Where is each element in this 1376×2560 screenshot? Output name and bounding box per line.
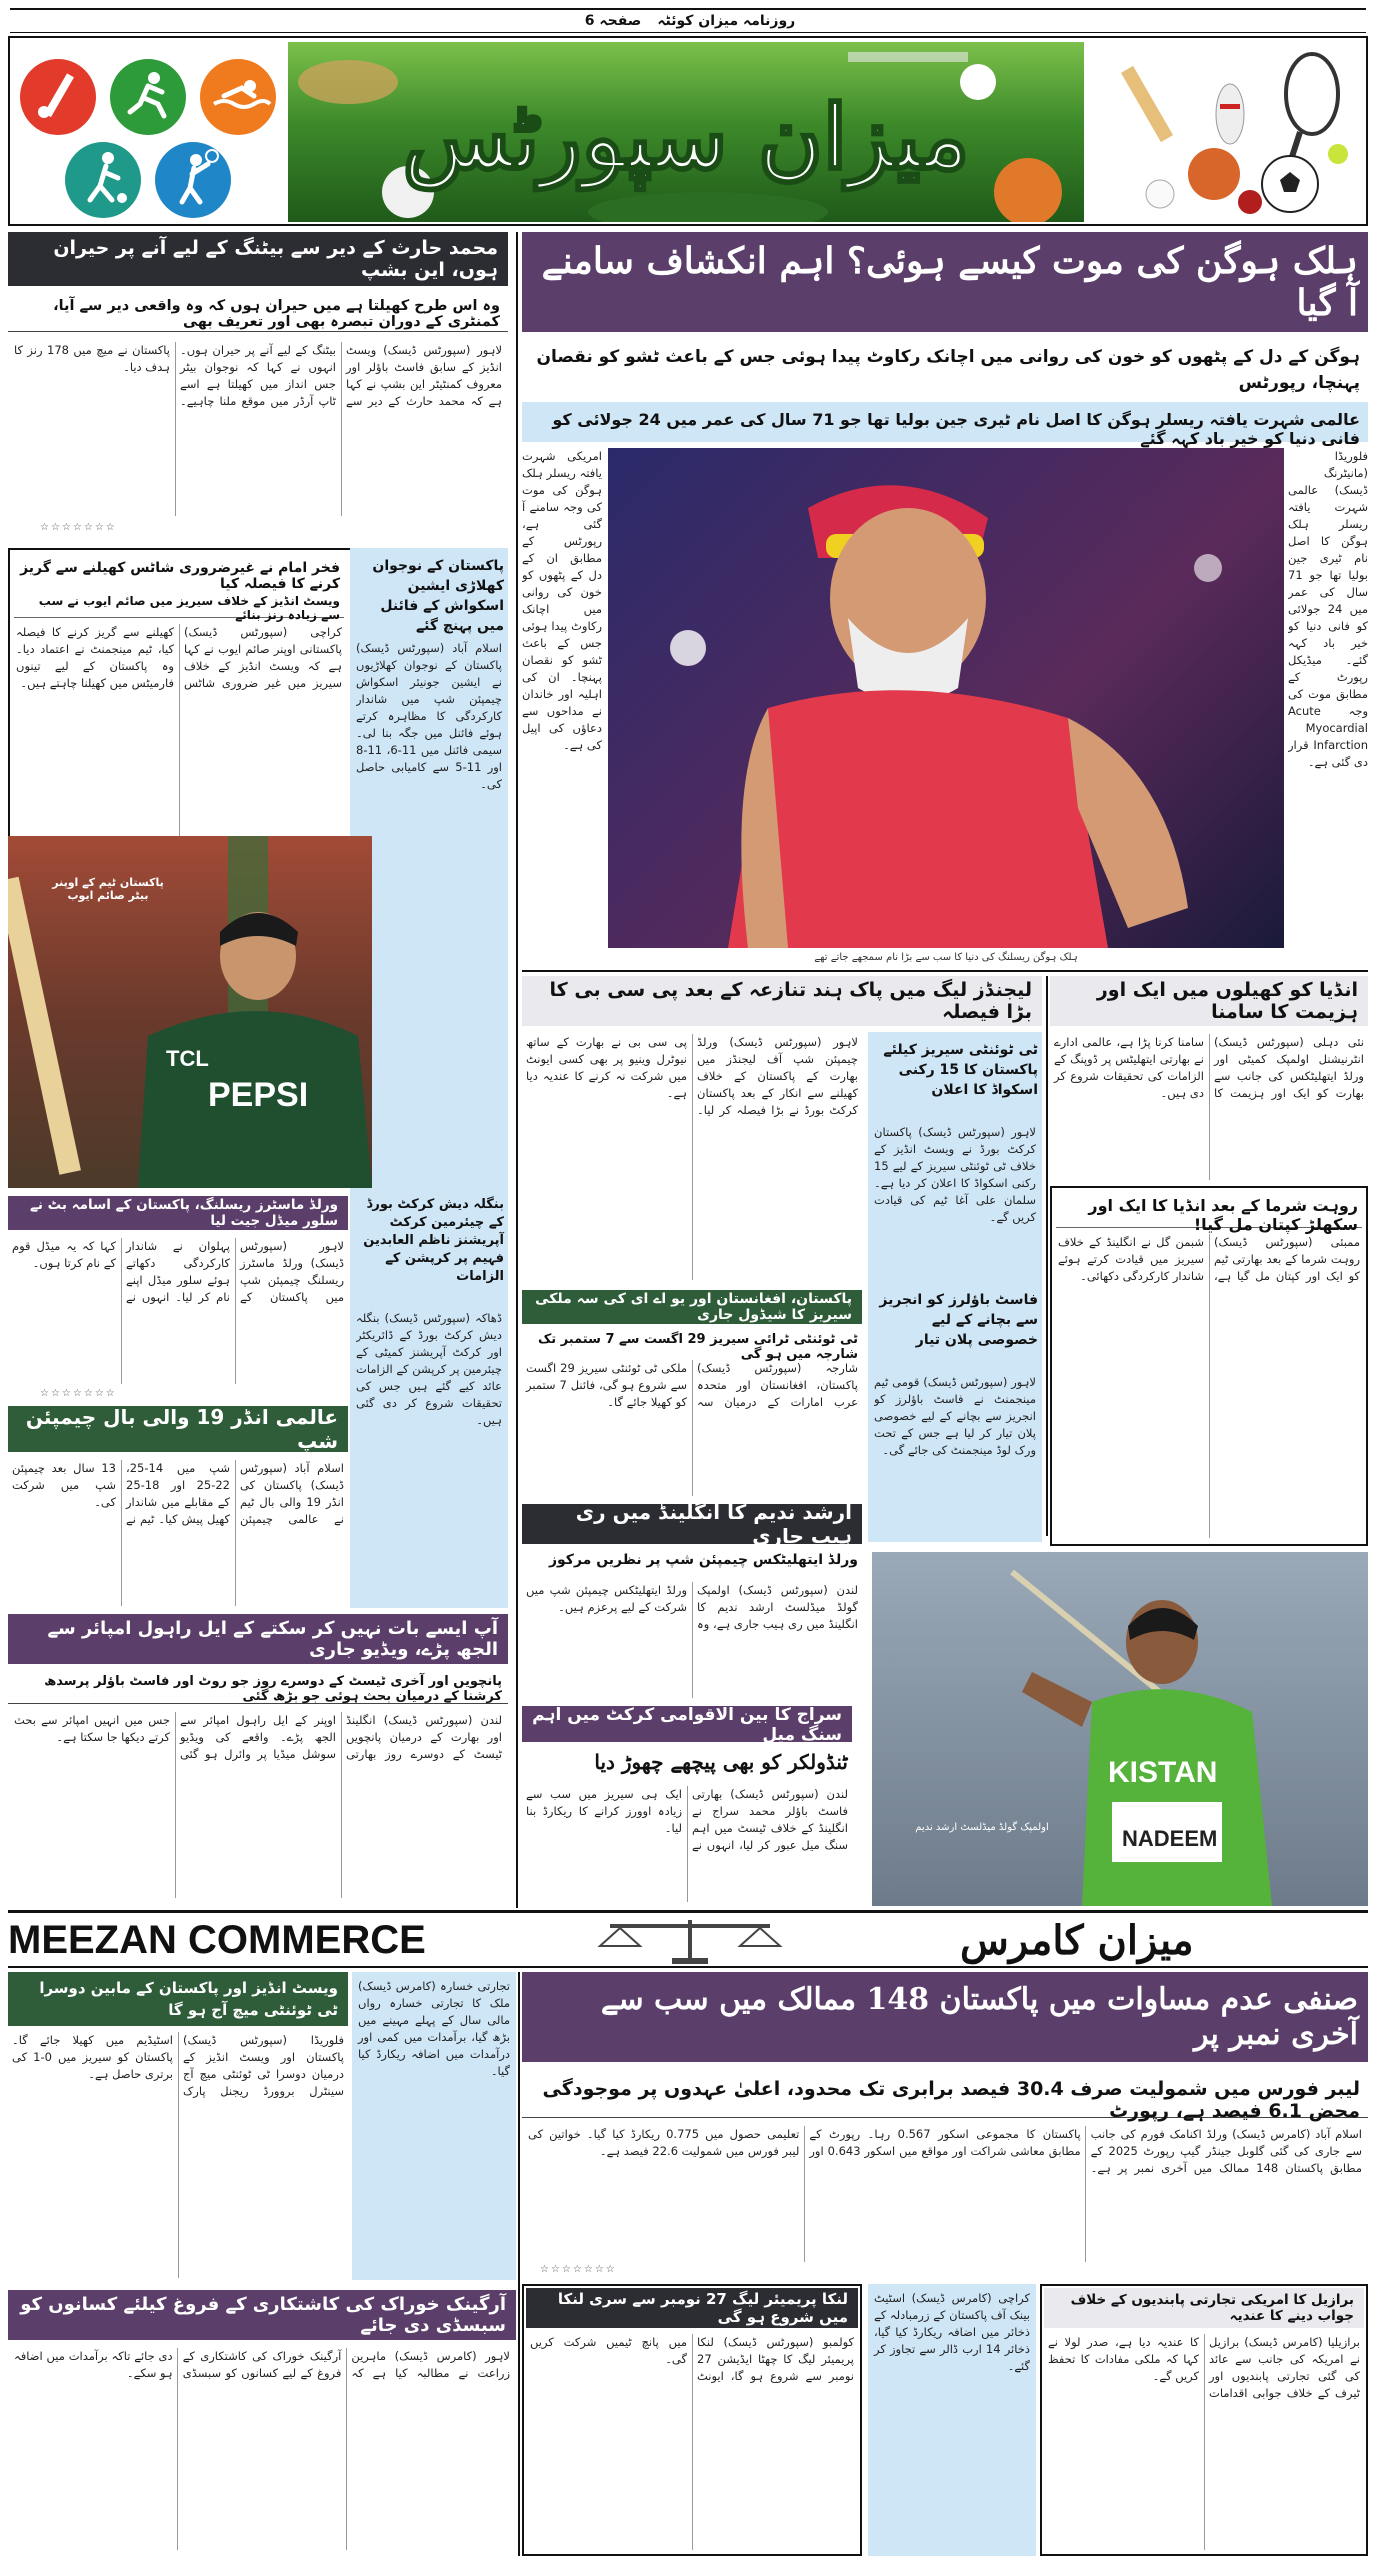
basketball-icon <box>155 142 231 218</box>
arshad-body: لندن (سپورٹس ڈیسک) اولمپک گولڈ میڈلسٹ ارشد ندیم کا انگلینڈ میں ری ہیب جاری ہے، وہ ورلڈ ایتھلیٹکس چیمپئن شپ میں شرکت کے لیے پرعزم ہیں۔ <box>526 1583 858 1631</box>
triseries-body: شارجہ (سپورٹس ڈیسک) پاکستان، افغانستان اور متحدہ عرب امارات کے درمیان سہ ملکی ٹی ٹوئنٹی سیریز 29 اگست سے شروع ہو گی، فائنل 7 ستمبر کو کھیلا جائے گا۔ <box>526 1361 858 1409</box>
swimming-icon <box>200 59 276 135</box>
wrestling-body: لاہور (سپورٹس ڈیسک) ورلڈ ماسٹرز ریسلنگ چیمپئن شپ میں پاکستان کے پہلوان نے شاندار کارکردگی دکھاتے ہوئے سلور میڈل اپنے نام کر لیا۔ انہوں نے کہا کہ یہ میڈل قوم کے نام کرتا ہوں۔ <box>12 1239 344 1304</box>
harris-subheadline: وہ اس طرح کھیلتا ہے میں حیران ہوں کہ وہ واقعی دیر سے آیا، کمنٹری کے دوران تبصرہ بھی اور تعریف بھی <box>8 292 508 332</box>
masthead-banner <box>288 42 1084 222</box>
cricket-bat-icon <box>1121 66 1173 142</box>
page-number: صفحہ 6 <box>584 13 642 29</box>
india-body: نئی دہلی (سپورٹس ڈیسک) انٹرنیشنل اولمپک کمیٹی اور ورلڈ ایتھلیٹکس کی جانب سے بھارت کو ایک اور ہزیمت کا سامنا کرنا پڑا ہے، عالمی ادارے نے بھارتی ایتھلیٹس پر ڈوپنگ کے الزامات کی تحقیقات شروع کر دی ہیں۔ <box>1054 1035 1364 1100</box>
brazil-body: برازیلیا (کامرس ڈیسک) برازیل نے امریکہ کی جانب سے عائد کی گئی تجارتی پابندیوں اور ٹیرف کے خلاف جوابی اقدامات کا عندیہ دیا ہے، صدر لولا نے کہا کہ ملکی مفادات کا تحفظ کریں گے۔ <box>1048 2335 1360 2400</box>
t20-squad-headline: ٹی ٹوئنٹی سیریز کیلئے پاکستان کا 15 رکنی اسکواڈ کا اعلان <box>883 1042 1038 1098</box>
siraj-subheadline: ٹنڈولکر کو بھی پیچھے چھوڑ دیا <box>594 1750 848 1774</box>
cricket-ball-icon <box>1238 190 1262 214</box>
organic-headline: آرگینک خوراک کی کاشتکاری کے فروغ کیلئے کسانوں کو سبسڈی دی جائے <box>8 2290 516 2340</box>
commerce-mid-column: تجارتی خسارہ (کامرس ڈیسک) ملک کا تجارتی خسارہ رواں مالی سال کے پہلے مہینے میں بڑھ گیا، برآمدات میں کمی اور درآمدات میں اضافہ ریکارڈ کیا گیا۔ <box>352 1972 516 2280</box>
gender-stars: ☆☆☆☆☆☆☆ <box>540 2264 617 2275</box>
triseries-headline: پاکستان، افغانستان اور یو اے ای کی سہ ملکی سیریز کا شیڈول جاری <box>522 1290 862 1324</box>
hulk-hogan-photo <box>608 448 1284 948</box>
u19-body: اسلام آباد (سپورٹس ڈیسک) پاکستان کی انڈر 19 والی بال ٹیم نے عالمی چیمپئن شپ میں 14-25، 22-25 اور 18-25 کے مقابلے میں شاندار کھیل پیش کیا۔ ٹیم نے 13 سال بعد چیمپئن شپ میں شرکت کی۔ <box>12 1461 344 1526</box>
svg-text:NADEEM: NADEEM <box>1122 1826 1218 1851</box>
commerce-title-en: MEEZAN COMMERCE <box>8 1917 426 1962</box>
umpire-headline: آپ ایسے بات نہیں کر سکتے کے ایل راہول امپائر سے الجھ پڑے، ویڈیو جاری <box>8 1614 508 1664</box>
harris-stars: ☆☆☆☆☆☆☆ <box>40 522 117 533</box>
t20-squad-body: لاہور (سپورٹس ڈیسک) پاکستان کرکٹ بورڈ نے ویسٹ انڈیز کے خلاف ٹی ٹوئنٹی سیریز کے لیے 15 رکنی اسکواڈ کا اعلان کر دیا ہے۔ سلمان علی آغا ٹیم کی قیادت کریں گے۔ <box>874 1125 1036 1224</box>
sport-icons-group <box>18 52 280 222</box>
wi-pak-body: فلوریڈا (سپورٹس ڈیسک) پاکستان اور ویسٹ انڈیز کے درمیان دوسرا ٹی ٹوئنٹی میچ آج سینٹرل بروورڈ ریجنل پارک اسٹیڈیم میں کھیلا جائے گا۔ پاکستان کو سیریز میں 0-1 کی برتری حاصل ہے۔ <box>12 2033 344 2098</box>
saim-photo-caption: پاکستان ٹیم کے اوپنر بیٹر صائم ایوب <box>52 876 164 902</box>
squash-headline: پاکستان کے نوجوان کھلاڑی ایشین اسکواش کے فائنل میں پہنچ گئے <box>372 558 504 634</box>
bowling-pin-icon <box>1216 84 1244 144</box>
fast-bowlers-headline: فاسٹ باؤلرز کو انجریز سے بچانے کے لیے خصوصی پلان تیار <box>879 1292 1038 1348</box>
lanka-body: کولمبو (سپورٹس ڈیسک) لنکا پریمیئر لیگ کا چھٹا ایڈیشن 27 نومبر سے شروع ہو گا، ایونٹ میں پانچ ٹیمیں شرکت کریں گی۔ <box>530 2335 854 2383</box>
wi-pak-headline: ویسٹ انڈیز اور پاکستان کے مابین دوسرا ٹی ٹوئنٹی میچ آج ہو گا <box>8 1972 348 2026</box>
arshad-photo-caption: اولمپک گولڈ میڈلسٹ ارشد ندیم <box>915 1822 1049 1833</box>
saim-ayub-photo <box>8 836 372 1188</box>
cricket-icon <box>20 59 96 135</box>
page-header <box>520 10 860 32</box>
shuttlecock-icon <box>1146 180 1174 208</box>
legends-headline: لیجنڈز لیگ میں پاک ہند تنازعہ کے بعد پی سی بی کا بڑا فیصلہ <box>522 976 1042 1026</box>
svg-text:TCL: TCL <box>166 1046 209 1071</box>
rohit-headline: روہت شرما کے بعد انڈیا کا ایک اور سکھلڑ کپتان مل گیا! <box>1056 1192 1362 1228</box>
bangladesh-headline: بنگلہ دیش کرکٹ بورڈ کے چیئرمین کرکٹ آپریشنز ناظم العابدین فہیم پر کرپشن کے الزامات <box>363 1197 504 1284</box>
svg-text:KISTAN: KISTAN <box>1108 1756 1218 1789</box>
wrestling-stars: ☆☆☆☆☆☆☆ <box>40 1388 117 1399</box>
saim-subheadline: ویسٹ انڈیز کے خلاف سیریز میں صائم ایوب نے سب سے زیادہ رنز بنائے <box>14 592 344 618</box>
brazil-headline: برازیل کا امریکی تجارتی پابندیوں کے خلاف جواب دینے کا عندیہ <box>1044 2288 1364 2328</box>
harris-headline: محمد حارث کے دیر سے بیٹنگ کے لیے آنے پر حیران ہوں، این بشپ <box>8 232 508 286</box>
paper-name: روزنامہ میزان کوئٹہ <box>657 13 796 29</box>
masthead-title: میزان سپورٹس <box>402 85 970 189</box>
hogan-sub1: ہوگن کے دل کے پٹھوں کو خون کی روانی میں اچانک رکاوٹ پیدا ہوئی جس کے باعث ٹشو کو نقصان پہنچا، رپورٹس <box>536 347 1360 393</box>
running-icon <box>110 59 186 135</box>
hogan-caption: ہلک ہوگن ریسلنگ کی دنیا کا سب سے بڑا نام سمجھے جاتے تھے <box>814 952 1078 963</box>
organic-body: لاہور (کامرس ڈیسک) ماہرین زراعت نے مطالبہ کیا ہے کہ آرگینک خوراک کی کاشتکاری کے فروغ کے لیے کسانوں کو سبسڈی دی جائے تاکہ برآمدات میں اضافہ ہو سکے۔ <box>14 2349 510 2380</box>
india-headline: انڈیا کو کھیلوں میں ایک اور ہزیمت کا سامنا <box>1050 976 1368 1026</box>
u19-headline: عالمی انڈر 19 والی بال چیمپئن شپ <box>8 1406 348 1452</box>
hogan-body-left: امریکی شہرت یافتہ ریسلر ہلک ہوگن کی موت کی وجہ سامنے آ گئی ہے، رپورٹس کے مطابق ان کے دل کے پٹھوں کو خون کی روانی میں اچانک رکاوٹ پیدا ہوئی جس کے باعث ٹشو کو نقصان پہنچا۔ ان کی اہلیہ اور خاندان نے مداحوں سے دعاؤں کی اپیل کی ہے۔ <box>522 449 602 752</box>
hogan-body-right: فلوریڈا (مانیٹرنگ ڈیسک) عالمی شہرت یافتہ ریسلر ہلک ہوگن کا اصل نام ٹیری جین بولیا تھا جو 71 سال کی عمر میں 24 جولائی کو فانی دنیا کو خیر باد کہہ گئے۔ میڈیکل رپورٹ کے مطابق موت کی وجہ Acute Myocardial Infarction قرار دی گئی ہے۔ <box>1288 449 1368 769</box>
lanka-headline: لنکا پریمیئر لیگ 27 نومبر سے سری لنکا میں شروع ہو گی <box>526 2288 858 2328</box>
legends-body: لاہور (سپورٹس ڈیسک) ورلڈ چیمپئن شپ آف لیجنڈز میں بھارت کے پاکستان کے خلاف کھیلنے سے انکار کے بعد پاکستان کرکٹ بورڈ نے بڑا فیصلہ کر لیا۔ پی سی بی نے بھارت کے ساتھ نیوٹرل وینیو پر بھی کسی ایونٹ میں شرکت نہ کرنے کا عندیہ دیا ہے۔ <box>526 1035 858 1117</box>
siraj-headline: سراج کا بین الاقوامی کرکٹ میں اہم سنگ میل <box>522 1706 852 1742</box>
hogan-sub2: عالمی شہرت یافتہ ریسلر ہوگن کا اصل نام ٹیری جین بولیا تھا جو 71 سال کی عمر میں 24 جولائی کو فانی دنیا کو خیر باد کہہ گئے <box>522 402 1368 442</box>
umpire-subheadline: پانچویں اور آخری ٹیسٹ کے دوسرے روز جو روٹ اور فاسٹ باؤلر پرسدھ کرشنا کے درمیان بحث ہوئی جو بڑھ گئی <box>8 1668 508 1704</box>
umpire-body: لندن (سپورٹس ڈیسک) انگلینڈ اور بھارت کے درمیان پانچویں ٹیسٹ کے دوسرے روز بھارتی اوپنر کے ایل راہول امپائر سے الجھ پڑے۔ واقعے کی ویڈیو سوشل میڈیا پر وائرل ہو گئی جس میں انہیں امپائر سے بحث کرتے دیکھا جا سکتا ہے۔ <box>14 1713 502 1761</box>
football-icon <box>65 142 141 218</box>
soccer-ball-icon <box>1262 156 1318 212</box>
arshad-nadeem-photo <box>872 1552 1368 1906</box>
rohit-body: ممبئی (سپورٹس ڈیسک) روہت شرما کے بعد بھارتی ٹیم کو ایک اور کپتان مل گیا ہے، شبمن گل نے انگلینڈ کے خلاف سیریز میں قیادت کرتے ہوئے شاندار کارکردگی دکھائی۔ <box>1058 1235 1360 1283</box>
fast-bowlers-body: لاہور (سپورٹس ڈیسک) قومی ٹیم مینجمنٹ نے فاسٹ باؤلرز کو انجریز سے بچانے کے لیے خصوصی پلان تیار کر لیا ہے جس کے تحت ورک لوڈ مینجمنٹ کی جائے گی۔ <box>874 1375 1036 1457</box>
basketball-ball-icon <box>1188 148 1240 200</box>
saim-headline: فخر امام نے غیرضروری شاٹس کھیلنے سے گریز کرنے کا فیصلہ کیا <box>20 560 340 592</box>
triseries-subheadline: ٹی ٹوئنٹی ٹرائی سیریز 29 اگست سے 7 ستمبر تک شارجہ میں ہو گی <box>537 1332 858 1362</box>
gender-gap-subheadline: لیبر فورس میں شمولیت صرف 30.4 فیصد برابری تک محدود، اعلیٰ عہدوں پر موجودگی محض 6.1 فیصد ہے، رپورٹ <box>522 2068 1368 2118</box>
sports-equipment-illustration <box>1090 44 1362 222</box>
commerce-mid2-column: کراچی (کامرس ڈیسک) اسٹیٹ بینک آف پاکستان کے زرمبادلہ کے ذخائر میں اضافہ ریکارڈ کیا گیا، ذخائر 14 ارب ڈالر سے تجاوز کر گئے۔ <box>868 2284 1036 2556</box>
gender-gap-headline: صنفی عدم مساوات میں پاکستان 148 ممالک میں سب سے آخری نمبر پر <box>522 1972 1368 2062</box>
bangladesh-body: ڈھاکہ (سپورٹس ڈیسک) بنگلہ دیش کرکٹ بورڈ کے ڈائریکٹر اور کرکٹ آپریشنز کمیٹی کے چیئرمین پر کرپشن کے الزامات عائد کیے گئے ہیں جس کی تحقیقات شروع کر دی گئی ہیں۔ <box>356 1311 502 1427</box>
tennis-ball-icon <box>1328 144 1348 164</box>
wrestling-headline: ورلڈ ماسٹرز ریسلنگ، پاکستان کے اسامہ بٹ نے سلور میڈل جیت لیا <box>8 1196 348 1230</box>
hogan-headline: ہلک ہوگن کی موت کیسے ہوئی؟ اہم انکشاف سامنے آ گیا <box>522 232 1368 332</box>
commerce-title-ur: میزان کامرس <box>960 1916 1194 1964</box>
arshad-headline: ارشد ندیم کا انگلینڈ میں ری ہیب جاری <box>522 1504 862 1544</box>
arshad-subheadline: ورلڈ ایتھلیٹکس چیمپئن شپ پر نظریں مرکوز <box>548 1552 858 1568</box>
squash-body: اسلام آباد (سپورٹس ڈیسک) پاکستان کے نوجوان کھلاڑیوں نے ایشین جونیئر اسکواش چیمپئن شپ میں شاندار کارکردگی کا مظاہرہ کرتے ہوئے فائنل میں جگہ بنا لی۔ سیمی فائنل میں 11-6، 11-8 اور 11-5 سے کامیابی حاصل کی۔ <box>356 641 502 791</box>
gender-gap-body: اسلام آباد (کامرس ڈیسک) ورلڈ اکنامک فورم کی جانب سے جاری کی گئی گلوبل جینڈر گیپ رپورٹ 2025 کے مطابق پاکستان 148 ممالک میں آخری نمبر پر ہے۔ پاکستان کا مجموعی اسکور 0.567 رہا۔ رپورٹ کے مطابق معاشی شراکت اور مواقع میں اسکور 0.643 اور تعلیمی حصول میں 0.775 ریکارڈ کیا گیا۔ خواتین کی لیبر فورس میں شمولیت 22.6 فیصد ہے۔ <box>528 2127 1362 2175</box>
saim-body: کراچی (سپورٹس ڈیسک) پاکستانی اوپنر صائم ایوب نے کہا ہے کہ ویسٹ انڈیز کے خلاف سیریز میں غیر ضروری شاٹس کھیلنے سے گریز کرنے کا فیصلہ کیا، ٹیم مینجمنٹ نے اعتماد دیا۔ وہ پاکستان کے لیے تینوں فارمیٹس میں کھیلنا چاہتے ہیں۔ <box>16 625 342 690</box>
harris-body: لاہور (سپورٹس ڈیسک) ویسٹ انڈیز کے سابق فاسٹ باؤلر اور معروف کمنٹیٹر این بشپ نے کہا ہے کہ محمد حارث کے دیر سے بیٹنگ کے لیے آنے پر حیران ہوں۔ انہوں نے کہا کہ نوجوان بیٹر جس انداز میں کھیلتا ہے اسے ٹاپ آرڈر میں موقع ملنا چاہیے۔ پاکستان نے میچ میں 178 رنز کا ہدف دیا۔ <box>14 343 502 408</box>
svg-text:PEPSI: PEPSI <box>208 1076 309 1114</box>
siraj-body: لندن (سپورٹس ڈیسک) بھارتی فاسٹ باؤلر محمد سراج نے انگلینڈ کے خلاف ٹیسٹ میں اہم سنگ میل عبور کر لیا، انہوں نے ایک ہی سیریز میں سب سے زیادہ اوورز کرانے کا ریکارڈ بنا لیا۔ <box>526 1787 848 1852</box>
scales-icon <box>590 1916 790 1964</box>
